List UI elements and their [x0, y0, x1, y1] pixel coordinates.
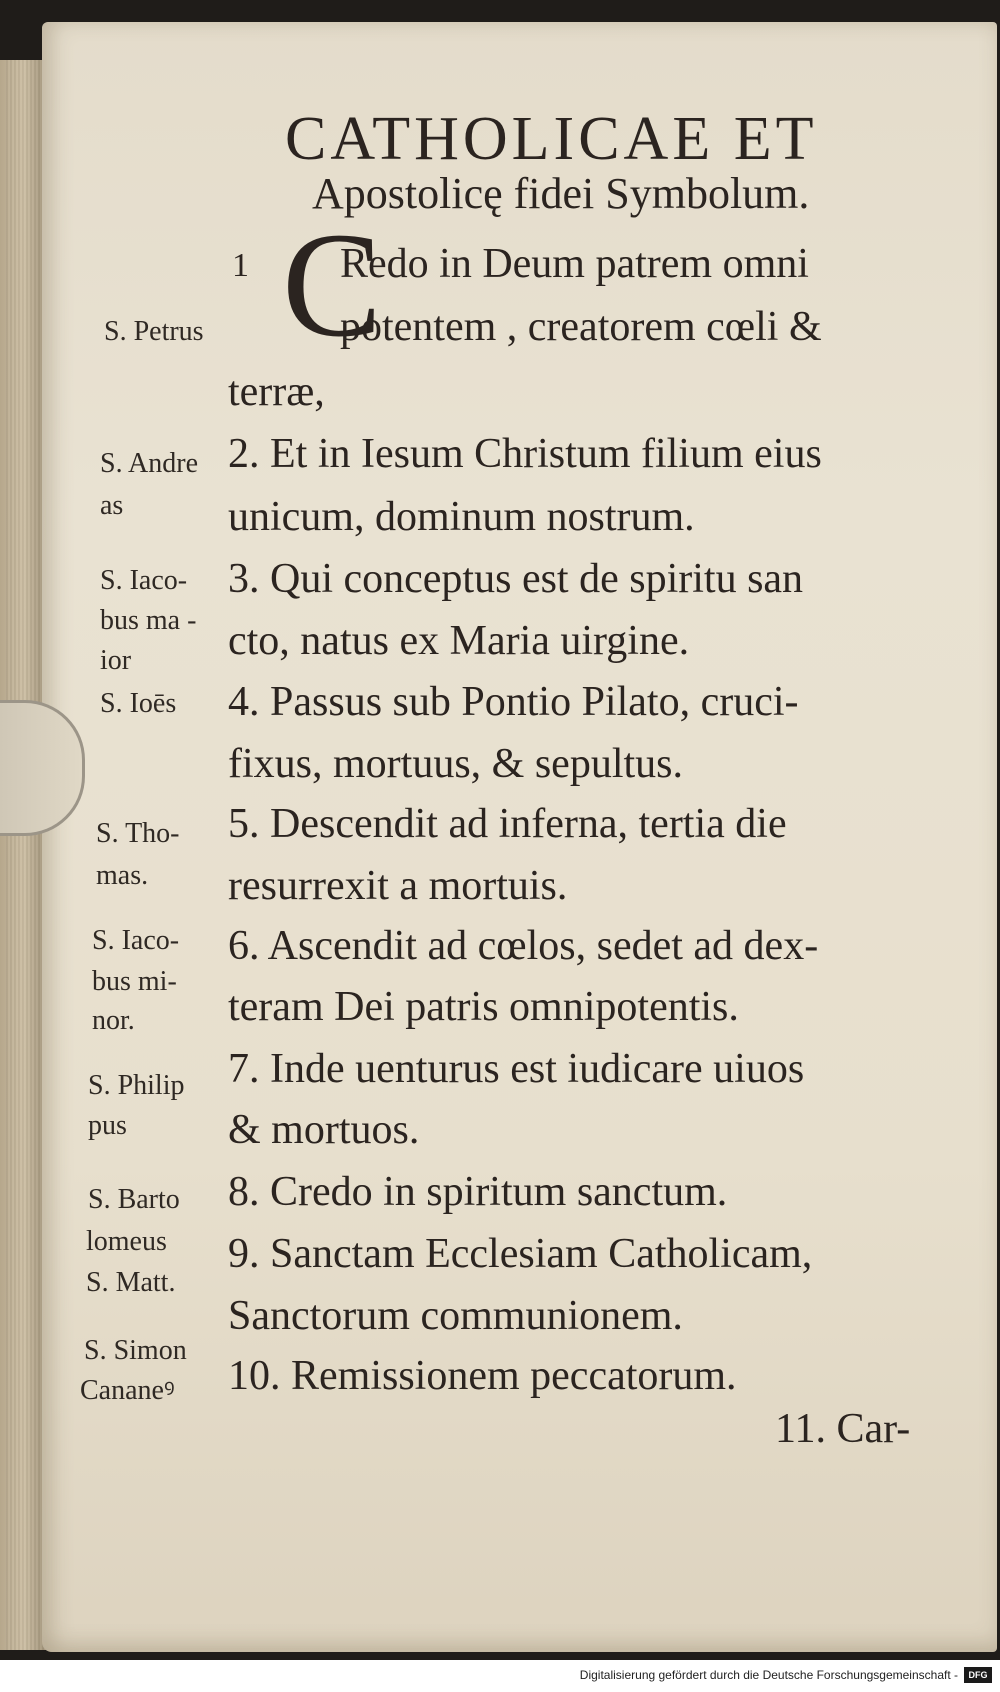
creed-line: 2. Et in Iesum Christum filium eius [228, 431, 822, 477]
creed-line: Redo in Deum patrem omni [340, 241, 809, 287]
footer-bar [0, 1660, 1000, 1692]
margin-note: pus [88, 1110, 127, 1141]
margin-note: S. Barto [88, 1184, 180, 1215]
creed-line: 9. Sanctam Ecclesiam Catholicam, [228, 1231, 813, 1277]
margin-note: S. Iaco- [92, 925, 180, 956]
creed-line: 8. Credo in spiritum sanctum. [228, 1169, 728, 1215]
creed-line: teram Dei patris omnipotentis. [228, 984, 739, 1030]
creed-line: 6. Ascendit ad cœlos, sedet ad dex- [228, 923, 819, 969]
creed-line: 10. Remissionem peccatorum. [228, 1353, 737, 1399]
margin-note: mas. [96, 860, 149, 891]
page-subtitle: Apostolicę fidei Symbolum. [312, 169, 810, 218]
creed-line: terræ, [228, 369, 325, 415]
margin-note: S. Matt. [86, 1267, 176, 1298]
margin-note: S. Iaco- [100, 565, 188, 596]
margin-note: ior [100, 645, 132, 676]
creed-line: fixus, mortuus, & sepultus. [228, 741, 684, 787]
creed-line: unicum, dominum nostrum. [228, 494, 695, 540]
margin-note: S. Andre [100, 448, 198, 479]
margin-note: nor. [92, 1005, 135, 1036]
creed-line: 3. Qui conceptus est de spiritu san [228, 556, 804, 602]
margin-note: S. Ioēs [100, 688, 177, 719]
creed-line: 4. Passus sub Pontio Pilato, cruci- [228, 679, 799, 725]
margin-note: bus mi- [92, 966, 177, 997]
creed-line: Sanctorum communionem. [228, 1293, 683, 1339]
catchword: 11. Car- [775, 1406, 911, 1452]
creed-line: potentem , creatorem cœli & [340, 304, 822, 350]
margin-note: Cananeꝰ [80, 1375, 175, 1406]
margin-note: as [100, 490, 124, 521]
margin-note: lomeus [86, 1226, 167, 1257]
creed-line: cto, natus ex Maria uirgine. [228, 618, 690, 664]
creed-line: & mortuos. [228, 1107, 420, 1153]
funding-credit: Digitalisierung gefördert durch die Deutsche Forschungsgemeinschaft - [579, 1668, 958, 1682]
margin-note: S. Simon [84, 1335, 187, 1366]
dfg-logo-icon: DFG [964, 1667, 992, 1683]
margin-note: S. Petrus [104, 316, 204, 347]
page-title: CATHOLICAE ET [285, 105, 818, 173]
article-number-1: 1 [232, 247, 249, 284]
drop-capital: C [282, 202, 383, 368]
margin-note: S. Philip [88, 1070, 185, 1101]
creed-line: resurrexit a mortuis. [228, 863, 568, 909]
creed-line: 5. Descendit ad inferna, tertia die [228, 801, 787, 847]
margin-note: S. Tho- [96, 818, 180, 849]
margin-note: bus ma - [100, 605, 197, 636]
creed-line: 7. Inde uenturus est iudicare uiuos [228, 1046, 805, 1092]
